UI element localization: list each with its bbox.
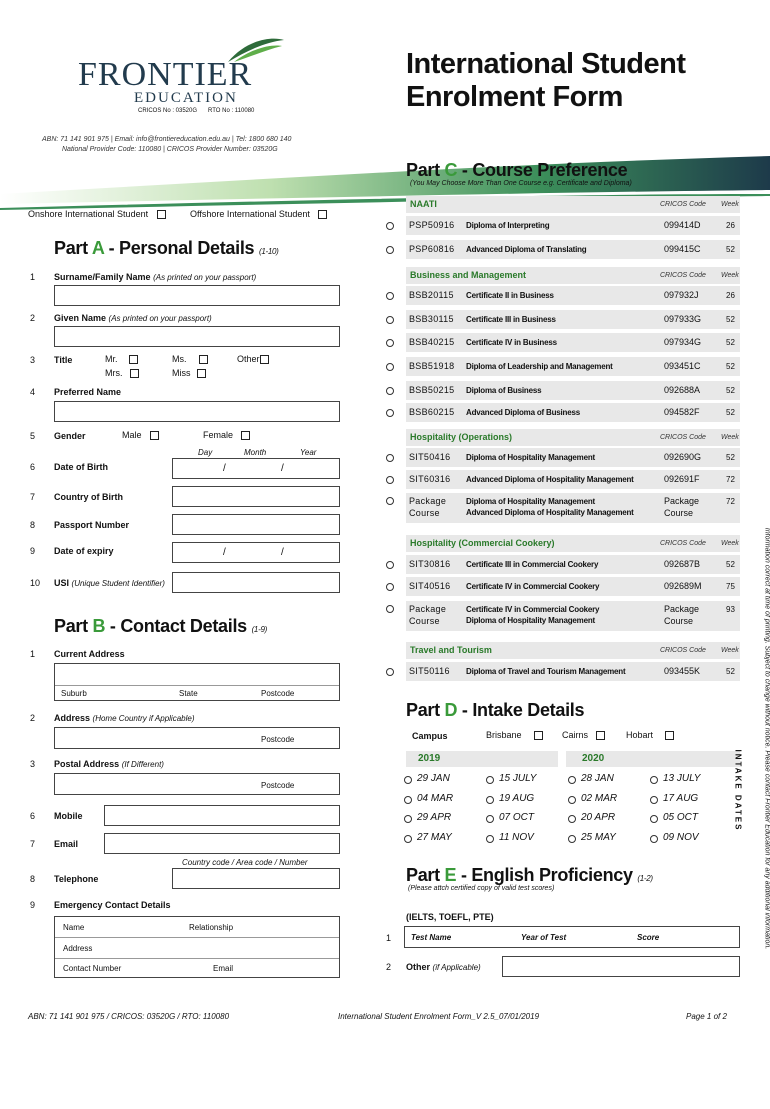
test-table[interactable] <box>404 926 740 948</box>
mrs-label: Mrs. <box>105 368 123 378</box>
postal-label: Postal Address <box>54 759 119 769</box>
preferred-name-input[interactable] <box>54 401 340 422</box>
telephone-hint: Country code / Area code / Number <box>182 858 308 867</box>
passport-label: Passport Number <box>54 520 129 530</box>
course-name: Diploma of Travel and Tourism Management <box>466 667 625 676</box>
section-title-hospitality: Hospitality (Operations) <box>410 432 512 442</box>
b1-num: 1 <box>30 649 35 659</box>
country-birth-label: Country of Birth <box>54 492 123 502</box>
campus-brisbane[interactable] <box>486 730 543 740</box>
intake-radio[interactable] <box>650 815 658 823</box>
part-c-title: - Course Preference <box>457 160 627 180</box>
part-e-letter: E <box>445 865 457 885</box>
part-a-title: - Personal Details <box>104 238 254 258</box>
mobile-label: Mobile <box>54 811 83 821</box>
other-label: Other <box>237 354 260 364</box>
intake-date: 25 MAY <box>581 832 616 843</box>
intake-radio[interactable] <box>486 835 494 843</box>
part-c-heading <box>406 160 627 181</box>
cricos-header-hospitality: CRICOS Code <box>660 434 706 441</box>
footer-page: Page 1 of 2 <box>686 1012 727 1021</box>
a2-label <box>54 313 212 323</box>
ms-label: Ms. <box>172 354 187 364</box>
logo-cricos: CRICOS No : 03520G <box>138 108 197 114</box>
intake-radio[interactable] <box>650 835 658 843</box>
gender-female[interactable] <box>203 430 250 440</box>
title-line1: International Student <box>406 48 686 81</box>
course-cricos: 099414D <box>664 220 701 230</box>
surname-input[interactable] <box>54 285 340 306</box>
b8-num: 8 <box>30 874 35 884</box>
intake-vertical-label: INTAKE DATES <box>734 750 743 850</box>
hobart-checkbox[interactable] <box>665 731 674 740</box>
a10-num: 10 <box>30 578 40 588</box>
intake-date: 15 JULY <box>499 773 536 784</box>
cairns-label: Cairns <box>562 730 588 740</box>
test-name-header: Test Name <box>411 933 451 942</box>
telephone-input[interactable] <box>172 868 340 889</box>
emergency-addr-label: Address <box>63 944 92 953</box>
course-radio[interactable] <box>386 561 394 569</box>
logo <box>78 36 288 116</box>
a6-num: 6 <box>30 462 35 472</box>
course-cricos: 092689M <box>664 581 702 591</box>
part-b-title: - Contact Details <box>105 616 247 636</box>
contact-line-1: ABN: 71 141 901 975 | Email: info@frontiereducation.edu.au | Tel: 1800 680 140 <box>42 136 291 143</box>
course-radio[interactable] <box>386 476 394 484</box>
dob-month-hint: Month <box>244 448 266 457</box>
week-header-hospitality: Week <box>721 434 739 441</box>
course-weeks: 52 <box>726 408 735 417</box>
course-name: Diploma of Leadership and Management <box>466 362 613 371</box>
address-hint: (Home Country if Applicable) <box>93 714 195 723</box>
package-code-1: Package <box>409 496 446 506</box>
part-b-range: (1-9) <box>252 625 267 634</box>
mr-checkbox[interactable] <box>129 355 138 364</box>
intake-radio[interactable] <box>404 835 412 843</box>
course-weeks: 52 <box>726 453 735 462</box>
year-2019: 2019 <box>418 753 440 764</box>
course-cricos: 099415C <box>664 244 701 254</box>
emergency-num-label: Contact Number <box>63 964 121 973</box>
course-cricos: 097932J <box>664 290 699 300</box>
other-checkbox[interactable] <box>260 355 269 364</box>
onshore-label: Onshore International Student <box>28 209 148 219</box>
title-other[interactable] <box>237 354 269 364</box>
course-radio[interactable] <box>386 409 394 417</box>
given-name-input[interactable] <box>54 326 340 347</box>
postcode-label-3: Postcode <box>261 781 294 790</box>
part-e-range: (1-2) <box>637 874 652 883</box>
course-cricos: 097933G <box>664 314 701 324</box>
given-name-hint: (As printed on your passport) <box>109 314 212 323</box>
email-label: Email <box>54 839 78 849</box>
other-test-hint: (if Applicable) <box>433 963 481 972</box>
title-mrs[interactable] <box>105 368 139 378</box>
part-d-letter: D <box>445 700 458 720</box>
a4-num: 4 <box>30 387 35 397</box>
course-weeks: 52 <box>726 338 735 347</box>
section-title-business: Business and Management <box>410 270 526 280</box>
current-address-label: Current Address <box>54 649 125 659</box>
mr-label: Mr. <box>105 354 118 364</box>
intake-radio[interactable] <box>650 796 658 804</box>
intake-radio[interactable] <box>650 776 658 784</box>
week-header-naati: Week <box>721 201 739 208</box>
dob-sep-2: / <box>281 463 284 474</box>
week-header-cookery: Week <box>721 540 739 547</box>
package-name-2: Advanced Diploma of Hospitality Management <box>466 508 634 517</box>
intake-date: 13 JULY <box>663 773 700 784</box>
course-code: BSB30115 <box>409 314 454 324</box>
course-cricos: 092687B <box>664 559 700 569</box>
onshore-checkbox[interactable] <box>157 210 166 219</box>
course-name: Diploma of Hospitality Management <box>466 453 595 462</box>
course-name: Certificate IV in Business <box>466 338 557 347</box>
dob-year-hint: Year <box>300 448 316 457</box>
course-name: Certificate III in Business <box>466 315 556 324</box>
course-radio[interactable] <box>386 222 394 230</box>
page-title <box>406 48 686 114</box>
other-test-label: Other <box>406 962 430 972</box>
preferred-name-label: Preferred Name <box>54 387 121 397</box>
address-label-wrap <box>54 713 195 723</box>
part-d-pre: Part <box>406 700 445 720</box>
intake-radio[interactable] <box>568 796 576 804</box>
part-e-note: (Please attch certified copy of valid test scores) <box>408 885 554 892</box>
part-a-heading <box>54 238 279 259</box>
female-checkbox[interactable] <box>241 431 250 440</box>
b2-num: 2 <box>30 713 35 723</box>
intake-date: 27 MAY <box>417 832 452 843</box>
course-name: Certificate IV in Commercial Cookery <box>466 582 599 591</box>
intake-radio[interactable] <box>568 815 576 823</box>
suburb-label: Suburb <box>61 689 87 698</box>
miss-label: Miss <box>172 368 191 378</box>
week-header-travel: Week <box>721 647 739 654</box>
course-weeks: 52 <box>726 315 735 324</box>
title-line2: Enrolment Form <box>406 81 686 114</box>
a9-num: 9 <box>30 546 35 556</box>
contact-line-2: National Provider Code: 110080 | CRICOS Provider Number: 03520G <box>62 146 278 153</box>
course-weeks: 52 <box>726 386 735 395</box>
postcode-label-1: Postcode <box>261 689 294 698</box>
course-cricos: 092688A <box>664 385 700 395</box>
a3-num: 3 <box>30 355 35 365</box>
other-test-input[interactable] <box>502 956 740 977</box>
b3-num: 3 <box>30 759 35 769</box>
e1-num: 1 <box>386 933 391 943</box>
course-code: SIT30816 <box>409 559 450 569</box>
logo-sub: EDUCATION <box>134 90 238 107</box>
part-d-title: - Intake Details <box>457 700 584 720</box>
intake-radio[interactable] <box>568 835 576 843</box>
package-name-2: Diploma of Hospitality Management <box>466 616 595 625</box>
course-radio[interactable] <box>386 668 394 676</box>
address-label: Address <box>54 713 90 723</box>
part-a-pre: Part <box>54 238 92 258</box>
surname-hint: (As printed on your passport) <box>153 273 256 282</box>
a1-label <box>54 272 256 282</box>
email-input[interactable] <box>104 833 340 854</box>
package-code-2: Course <box>409 508 440 518</box>
postcode-label-2: Postcode <box>261 735 294 744</box>
course-weeks: 72 <box>726 475 735 484</box>
section-title-cookery: Hospitality (Commercial Cookery) <box>410 538 555 548</box>
mrs-checkbox[interactable] <box>130 369 139 378</box>
a8-num: 8 <box>30 520 35 530</box>
part-e-heading <box>406 865 653 886</box>
course-radio[interactable] <box>386 246 394 254</box>
side-note: Information correct at time of printing. Subject to change without notice. Please contact Frontier Education for any additional information. <box>764 369 770 1109</box>
ms-checkbox[interactable] <box>199 355 208 364</box>
course-cricos: 093451C <box>664 361 701 371</box>
current-address-input[interactable] <box>54 663 340 701</box>
title-miss[interactable] <box>172 368 206 378</box>
logo-name: FRONTIER <box>78 56 252 94</box>
other-test-label-wrap <box>406 962 481 972</box>
b9-num: 9 <box>30 900 35 910</box>
intake-radio[interactable] <box>568 776 576 784</box>
course-weeks: 26 <box>726 221 735 230</box>
part-b-pre: Part <box>54 616 93 636</box>
course-name: Certificate III in Commercial Cookery <box>466 560 598 569</box>
brisbane-label: Brisbane <box>486 730 522 740</box>
course-cricos: 094582F <box>664 407 700 417</box>
intake-radio[interactable] <box>404 796 412 804</box>
intake-date: 20 APR <box>581 812 615 823</box>
emergency-label: Emergency Contact Details <box>54 900 171 910</box>
a1-num: 1 <box>30 272 35 282</box>
offshore-label: Offshore International Student <box>190 209 310 219</box>
dob-sep-1: / <box>223 463 226 474</box>
part-e-title: - English Proficiency <box>456 865 632 885</box>
intake-date: 02 MAR <box>581 793 617 804</box>
state-label: State <box>179 689 198 698</box>
part-e-pre: Part <box>406 865 445 885</box>
part-c-pre: Part <box>406 160 445 180</box>
course-weeks: 52 <box>726 667 735 676</box>
expiry-label: Date of expiry <box>54 546 114 556</box>
course-code: BSB51918 <box>409 361 454 371</box>
part-a-letter: A <box>92 238 104 258</box>
course-name: Advanced Diploma of Translating <box>466 245 587 254</box>
intake-radio[interactable] <box>486 815 494 823</box>
part-a-range: (1-10) <box>259 247 279 256</box>
package-code-1: Package <box>409 604 446 614</box>
expiry-sep-1: / <box>223 547 226 558</box>
part-b-letter: B <box>93 616 106 636</box>
package-name-1: Certificate IV in Commercial Cookery <box>466 605 599 614</box>
emergency-contact-table[interactable] <box>54 916 340 978</box>
course-code: PSP50916 <box>409 220 454 230</box>
intake-date: 19 AUG <box>499 793 534 804</box>
mobile-input[interactable] <box>104 805 340 826</box>
intake-date: 17 AUG <box>663 793 698 804</box>
course-radio[interactable] <box>386 292 394 300</box>
gender-male[interactable] <box>122 430 159 440</box>
intake-date: 29 APR <box>417 812 451 823</box>
usi-hint: (Unique Student Identifier) <box>72 579 165 588</box>
intake-date: 05 OCT <box>663 812 698 823</box>
course-cricos: 092690G <box>664 452 701 462</box>
course-name: Certificate II in Business <box>466 291 554 300</box>
dob-label: Date of Birth <box>54 462 108 472</box>
course-cricos: 093455K <box>664 666 700 676</box>
dob-input[interactable] <box>172 458 340 479</box>
campus-cairns[interactable] <box>562 730 605 740</box>
given-name-label: Given Name <box>54 313 106 323</box>
cricos-header-travel: CRICOS Code <box>660 647 706 654</box>
usi-label-wrap <box>54 578 165 588</box>
course-weeks: 75 <box>726 582 735 591</box>
course-radio[interactable] <box>386 316 394 324</box>
section-title-naati: NAATI <box>410 199 437 209</box>
expiry-input[interactable] <box>172 542 340 563</box>
cairns-checkbox[interactable] <box>596 731 605 740</box>
dob-day-hint: Day <box>198 448 212 457</box>
hobart-label: Hobart <box>626 730 653 740</box>
b7-num: 7 <box>30 839 35 849</box>
course-name: Diploma of Business <box>466 386 541 395</box>
intake-date: 11 NOV <box>499 832 534 843</box>
country-birth-input[interactable] <box>172 486 340 507</box>
intake-date: 09 NOV <box>663 832 699 843</box>
campus-hobart[interactable] <box>626 730 674 740</box>
part-d-heading <box>406 700 584 721</box>
course-cricos: 097934G <box>664 337 701 347</box>
week-header-business: Week <box>721 272 739 279</box>
test-year-header: Year of Test <box>521 933 566 942</box>
section-title-travel: Travel and Tourism <box>410 645 492 655</box>
course-code: BSB20115 <box>409 290 454 300</box>
part-b-heading <box>54 616 267 637</box>
course-code: SIT50116 <box>409 666 450 676</box>
logo-rto: RTO No : 110080 <box>208 108 254 114</box>
a2-num: 2 <box>30 313 35 323</box>
english-tests: (IELTS, TOEFL, PTE) <box>406 912 494 922</box>
home-address-input[interactable] <box>54 727 340 749</box>
b6-num: 6 <box>30 811 35 821</box>
course-code: BSB40215 <box>409 337 454 347</box>
cricos-header-naati: CRICOS Code <box>660 201 706 208</box>
package-cricos-2: Course <box>664 616 693 626</box>
part-c-letter: C <box>445 160 458 180</box>
title-label: Title <box>54 355 72 365</box>
gender-label: Gender <box>54 431 86 441</box>
postal-address-input[interactable] <box>54 773 340 795</box>
intake-radio[interactable] <box>486 776 494 784</box>
intake-radio[interactable] <box>404 815 412 823</box>
footer-left: ABN: 71 141 901 975 / CRICOS: 03520G / RTO: 110080 <box>28 1012 229 1021</box>
expiry-sep-2: / <box>281 547 284 558</box>
course-code: SIT40516 <box>409 581 450 591</box>
offshore-checkbox[interactable] <box>318 210 327 219</box>
intake-radio[interactable] <box>404 776 412 784</box>
test-score-header: Score <box>637 933 659 942</box>
passport-input[interactable] <box>172 514 340 535</box>
course-radio[interactable] <box>386 454 394 462</box>
male-label: Male <box>122 430 142 440</box>
usi-input[interactable] <box>172 572 340 593</box>
year-2020: 2020 <box>582 753 604 764</box>
telephone-label: Telephone <box>54 874 98 884</box>
course-name: Advanced Diploma of Business <box>466 408 580 417</box>
intake-date: 29 JAN <box>417 773 450 784</box>
surname-label: Surname/Family Name <box>54 272 151 282</box>
course-code: BSB50215 <box>409 385 454 395</box>
course-code: PSP60816 <box>409 244 454 254</box>
offshore-option[interactable] <box>190 209 327 219</box>
course-radio[interactable] <box>386 339 394 347</box>
course-radio[interactable] <box>386 497 394 505</box>
package-cricos-1: Package <box>664 604 699 614</box>
cricos-header-business: CRICOS Code <box>660 272 706 279</box>
course-radio[interactable] <box>386 583 394 591</box>
course-weeks: 72 <box>726 497 735 506</box>
title-mr[interactable] <box>105 354 138 364</box>
part-c-note: (You May Choose More Than One Course e.g. Certificate and Diploma) <box>410 180 632 187</box>
postal-hint: (If Different) <box>122 760 164 769</box>
package-cricos-1: Package <box>664 496 699 506</box>
course-radio[interactable] <box>386 387 394 395</box>
a7-num: 7 <box>30 492 35 502</box>
intake-date: 28 JAN <box>581 773 614 784</box>
e2-num: 2 <box>386 962 391 972</box>
course-weeks: 52 <box>726 245 735 254</box>
emergency-email-label: Email <box>213 964 233 973</box>
course-weeks: 26 <box>726 291 735 300</box>
package-cricos-2: Course <box>664 508 693 518</box>
intake-date: 04 MAR <box>417 793 453 804</box>
course-radio[interactable] <box>386 605 394 613</box>
postal-label-wrap <box>54 759 164 769</box>
miss-checkbox[interactable] <box>197 369 206 378</box>
course-weeks: 93 <box>726 605 735 614</box>
intake-radio[interactable] <box>486 796 494 804</box>
usi-label: USI <box>54 578 69 588</box>
course-cricos: 092691F <box>664 474 700 484</box>
brisbane-checkbox[interactable] <box>534 731 543 740</box>
title-ms[interactable] <box>172 354 208 364</box>
course-weeks: 52 <box>726 560 735 569</box>
a5-num: 5 <box>30 431 35 441</box>
female-label: Female <box>203 430 233 440</box>
footer-mid: International Student Enrolment Form_V 2.5_07/01/2019 <box>338 1012 539 1021</box>
course-name: Diploma of Interpreting <box>466 221 549 230</box>
emergency-name-label: Name <box>63 923 84 932</box>
course-weeks: 52 <box>726 362 735 371</box>
intake-date: 07 OCT <box>499 812 534 823</box>
course-radio[interactable] <box>386 363 394 371</box>
campus-label: Campus <box>412 731 448 741</box>
course-code: BSB60215 <box>409 407 454 417</box>
course-code: SIT60316 <box>409 474 450 484</box>
course-name: Advanced Diploma of Hospitality Management <box>466 475 634 484</box>
course-code: SIT50416 <box>409 452 450 462</box>
onshore-option[interactable] <box>28 209 166 219</box>
emergency-rel-label: Relationship <box>189 923 233 932</box>
cricos-header-cookery: CRICOS Code <box>660 540 706 547</box>
male-checkbox[interactable] <box>150 431 159 440</box>
package-code-2: Course <box>409 616 440 626</box>
package-name-1: Diploma of Hospitality Management <box>466 497 595 506</box>
